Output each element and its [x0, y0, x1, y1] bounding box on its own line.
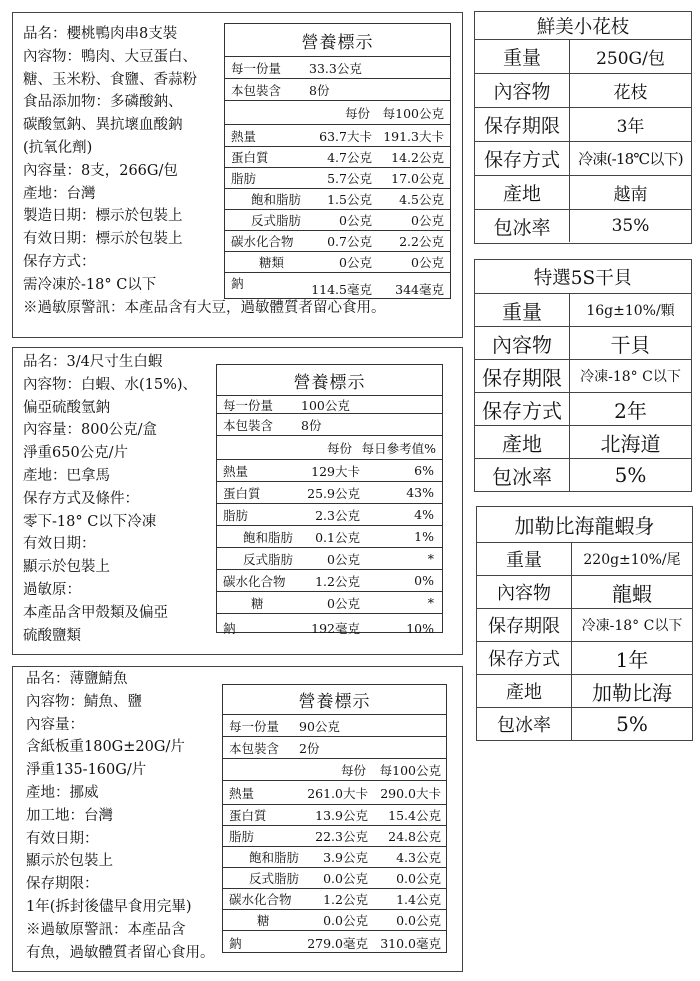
info-key: 包冰率	[475, 210, 570, 242]
servings-per-pack-row	[223, 736, 446, 758]
nutrition-table	[216, 364, 443, 636]
info-value: 1年	[615, 647, 649, 672]
nutrient-value-per-100g: 191.3大卡	[383, 128, 444, 144]
nutrient-daily-value: 6%	[414, 463, 434, 478]
nutrition-title: 營養標示	[293, 372, 366, 393]
info-table-title: 特選5S干貝	[533, 267, 633, 289]
servings-per-pack-label: 本包裝含	[231, 82, 282, 98]
info-table-title: 鮮美小花枝	[536, 16, 630, 38]
info-row-weight	[475, 39, 691, 73]
nutrient-value-per-100g: 0公克	[411, 213, 444, 228]
ingredients-line: 偏亞硫酸氫鈉	[23, 399, 110, 416]
nutrient-value-per-100g: 344毫克	[395, 282, 444, 297]
net-weight: 淨重650公克/片	[23, 445, 129, 462]
info-value: 北海道	[600, 431, 661, 456]
column-header-row	[217, 435, 442, 459]
serving-size-value: 100公克	[301, 397, 350, 413]
allergen-value: 硫酸鹽類	[23, 627, 81, 644]
nutrition-table	[222, 684, 447, 953]
serving-size-label: 每一份量	[223, 397, 274, 413]
nutrient-row-sodium	[223, 930, 446, 954]
servings-per-pack-value: 2份	[299, 740, 320, 756]
ingredients-line: 內容物：白蝦、水(15%)、	[23, 376, 198, 393]
shelf-life-value: 1年(拆封後儘早食用完畢)	[26, 898, 192, 915]
net-content: 內容量：800公克/盒	[23, 422, 158, 439]
info-value: 加勒比海	[592, 680, 672, 705]
ingredients-line: 糖、玉米粉、食鹽、香蒜粉	[23, 71, 197, 88]
nutrient-daily-value: *	[427, 551, 434, 566]
shelf-life-label: 保存期限：	[26, 876, 99, 893]
nutrient-value-per-serving: 13.9公克	[315, 808, 368, 823]
info-row-glaze-rate	[475, 209, 691, 242]
servings-per-pack-value: 8份	[301, 417, 322, 433]
nutrient-value-per-100g: 17.0公克	[391, 171, 444, 186]
nutrient-row-protein	[217, 481, 442, 503]
expiry-label: 有效日期：	[26, 830, 99, 847]
nutrient-label: 碳水化合物	[229, 892, 292, 907]
nutrient-value-per-100g: 1.4公克	[396, 892, 441, 907]
servings-per-pack-row	[225, 78, 450, 100]
nutrient-row-sugar	[223, 909, 446, 930]
info-key: 產地	[477, 675, 572, 707]
info-row-shelf-life	[475, 359, 691, 392]
storage-value: 零下-18° C以下冷凍	[23, 513, 157, 530]
nutrient-value-per-serving: 4.7公克	[327, 150, 372, 165]
info-row-shelf-life	[477, 608, 692, 641]
net-weight: 淨重135-160G/片	[26, 762, 147, 779]
nutrient-label: 碳水化合物	[223, 573, 286, 589]
per-serving-header: 每份	[340, 762, 366, 778]
additives-line: 碳酸氫鈉、異抗壞血酸鈉	[23, 117, 183, 134]
nutrient-value-per-serving: 0.0公克	[323, 871, 368, 886]
nutrient-value-per-serving: 3.9公克	[323, 850, 368, 865]
info-row-contents	[475, 73, 691, 107]
info-value: 220g±10%/尾	[583, 552, 681, 568]
nutrient-value-per-serving: 0公克	[339, 255, 372, 270]
nutrient-value-per-serving: 0公克	[327, 595, 360, 611]
info-row-storage	[475, 141, 691, 175]
nutrient-daily-value: 43%	[406, 485, 434, 500]
info-table-scallop	[474, 259, 692, 492]
serving-size-value: 90公克	[299, 718, 340, 734]
serving-size-label: 每一份量	[231, 60, 282, 76]
product-details	[23, 351, 197, 647]
info-row-storage	[475, 392, 691, 425]
nutrient-value-per-serving: 0公克	[339, 213, 372, 228]
nutrient-label: 碳水化合物	[231, 234, 294, 249]
nutrient-label: 脂肪	[231, 171, 257, 186]
serving-size-value: 33.3公克	[309, 60, 362, 76]
column-header-row	[225, 100, 450, 124]
additives-line: 食品添加物：多磷酸鈉、	[23, 94, 183, 111]
net-content-label: 內容量：	[26, 716, 84, 733]
info-key: 內容物	[477, 576, 572, 608]
nutrient-row-saturated-fat	[225, 188, 450, 209]
serving-size-row	[225, 56, 450, 78]
nutrient-value-per-serving: 129大卡	[311, 463, 360, 479]
nutrient-row-sugar	[225, 251, 450, 272]
nutrient-label: 脂肪	[229, 829, 255, 844]
info-row-contents	[477, 575, 692, 608]
product-name: 品名：薄鹽鯖魚	[26, 671, 128, 687]
net-content: 內容量：8支，266G/包	[23, 162, 178, 179]
nutrient-value-per-serving: 1.5公克	[327, 192, 372, 207]
processing-location: 加工地：台灣	[26, 807, 113, 824]
nutrient-label: 熱量	[223, 463, 249, 479]
info-value: 龍蝦	[612, 581, 652, 606]
info-row-origin	[475, 175, 691, 209]
nutrient-row-saturated-fat	[217, 525, 442, 547]
nutrient-value-per-100g: 290.0大卡	[380, 785, 441, 801]
nutrient-row-protein	[225, 146, 450, 167]
info-row-origin	[475, 425, 691, 458]
info-key: 保存期限	[477, 609, 572, 641]
info-key: 保存方式	[477, 642, 572, 674]
info-row-storage	[477, 641, 692, 674]
info-row-contents	[475, 326, 691, 359]
info-row-glaze-rate	[477, 707, 692, 740]
nutrient-value-per-100g: 0.0公克	[396, 913, 441, 928]
nutrient-row-calories	[225, 124, 450, 146]
nutrient-value-per-serving: 192毫克	[311, 621, 360, 636]
servings-per-pack-value: 8份	[309, 82, 330, 98]
nutrient-value-per-serving: 1.2公克	[315, 573, 360, 589]
nutrient-value-per-serving: 0.7公克	[327, 234, 372, 249]
info-row-weight	[475, 293, 691, 326]
nutrient-row-sodium	[217, 613, 442, 642]
nutrition-title: 營養標示	[301, 32, 374, 53]
allergen-warning: ※過敏原警訊：本產品含有大豆，過敏體質者留心食用。	[23, 299, 386, 316]
info-value: 冷凍-18° C以下	[581, 618, 683, 634]
allergen-warning: 有魚，過敏體質者留心食用。	[26, 944, 215, 961]
nutrient-label: 反式脂肪	[249, 871, 300, 886]
per-100g-header: 每100公克	[382, 105, 444, 121]
nutrient-row-carbohydrate	[217, 569, 442, 591]
nutrient-row-trans-fat	[217, 547, 442, 569]
info-row-shelf-life	[475, 107, 691, 141]
nutrient-label: 飽和脂肪	[251, 192, 302, 207]
info-table-title: 加勒比海龍蝦身	[514, 514, 655, 538]
nutrient-value-per-100g: 2.2公克	[399, 234, 444, 249]
servings-per-pack-label: 本包裝含	[229, 740, 280, 756]
info-key: 重量	[475, 294, 570, 326]
info-value: 冷凍(-18℃以下)	[578, 150, 683, 168]
storage-value: 需冷凍於-18° C以下	[23, 276, 157, 293]
nutrient-label: 蛋白質	[229, 808, 267, 823]
nutrient-row-trans-fat	[223, 867, 446, 888]
nutrient-daily-value: 0%	[414, 573, 434, 588]
nutrient-value-per-serving: 63.7大卡	[319, 128, 372, 144]
nutrient-daily-value: *	[427, 595, 434, 610]
allergen-label: 過敏原：	[23, 581, 81, 598]
info-value: 5%	[614, 463, 647, 487]
nutrient-daily-value: 4%	[414, 507, 434, 522]
nutrient-value-per-100g: 4.5公克	[399, 192, 444, 207]
storage-label: 保存方式及條件：	[23, 490, 139, 507]
product-name: 品名：3/4尺寸生白蝦	[23, 354, 163, 370]
product-name: 品名：櫻桃鴨肉串8支裝	[23, 26, 178, 42]
nutrient-row-sugar	[217, 591, 442, 613]
info-key: 包冰率	[477, 708, 572, 740]
servings-per-pack-label: 本包裝含	[223, 417, 274, 433]
info-key: 內容物	[475, 74, 570, 107]
info-value: 3年	[616, 117, 645, 137]
nutrient-row-fat	[217, 503, 442, 525]
info-key: 重量	[477, 543, 572, 575]
nutrient-label: 蛋白質	[231, 150, 269, 165]
nutrient-label: 蛋白質	[223, 485, 261, 501]
product-details	[26, 668, 215, 964]
nutrient-label: 鈉	[223, 621, 236, 636]
info-value: 越南	[613, 185, 648, 205]
info-key: 產地	[475, 176, 570, 209]
nutrient-value-per-100g: 310.0毫克	[380, 935, 441, 951]
nutrient-row-fat	[223, 825, 446, 846]
nutrient-row-protein	[223, 804, 446, 825]
nutrient-row-calories	[217, 459, 442, 481]
nutrient-row-carbohydrate	[223, 888, 446, 909]
per-serving-header: 每份	[344, 105, 370, 121]
manufacture-date: 製造日期：標示於包裝上	[23, 208, 183, 225]
info-value: 2年	[614, 398, 647, 423]
info-value: 250G/包	[596, 49, 665, 69]
nutrition-title: 營養標示	[298, 692, 371, 712]
info-value: 35%	[611, 216, 650, 236]
expiry-label: 有效日期：	[23, 536, 96, 553]
per-serving-header: 每份	[326, 440, 352, 456]
info-table-lobster	[476, 506, 693, 741]
origin: 產地：挪威	[26, 784, 99, 801]
info-key: 重量	[475, 40, 570, 73]
nutrient-value-per-serving: 25.9公克	[307, 485, 360, 501]
nutrient-value-per-serving: 22.3公克	[315, 829, 368, 844]
info-value: 冷凍-18° C以下	[580, 369, 681, 385]
allergen-value: 本產品含甲殼類及偏亞	[23, 604, 168, 621]
additives-line: (抗氧化劑)	[23, 139, 93, 156]
nutrient-row-carbohydrate	[225, 230, 450, 251]
serving-size-row	[223, 714, 446, 736]
nutrient-value-per-100g: 24.8公克	[388, 829, 441, 844]
serving-size-row	[217, 395, 442, 413]
nutrient-label: 熱量	[231, 128, 257, 144]
info-value: 花枝	[613, 83, 648, 103]
servings-per-pack-row	[217, 413, 442, 435]
daily-value-header: 每日參考值%	[361, 440, 436, 456]
nutrient-row-trans-fat	[225, 209, 450, 230]
product-card-white-shrimp	[12, 347, 463, 655]
nutrient-label: 反式脂肪	[243, 551, 294, 567]
nutrient-daily-value: 1%	[414, 529, 434, 544]
nutrient-value-per-100g: 0公克	[411, 255, 444, 270]
expiry-value: 顯示於包裝上	[26, 853, 113, 870]
nutrient-label: 鈉	[231, 276, 244, 291]
nutrient-value-per-serving: 0.1公克	[315, 529, 360, 545]
info-value: 16g±10%/顆	[586, 303, 675, 319]
nutrient-value-per-serving: 279.0毫克	[307, 935, 368, 951]
info-key: 產地	[475, 426, 570, 458]
info-key: 保存期限	[475, 360, 570, 392]
nutrient-label: 熱量	[229, 785, 255, 801]
nutrient-row-fat	[225, 167, 450, 188]
info-key: 保存期限	[475, 108, 570, 141]
nutrient-value-per-serving: 5.7公克	[327, 171, 372, 186]
nutrient-label: 糖	[257, 913, 270, 928]
info-key: 包冰率	[475, 459, 570, 491]
info-value: 5%	[616, 712, 648, 736]
nutrient-row-sodium	[225, 272, 450, 297]
nutrient-value-per-serving: 0公克	[327, 551, 360, 567]
ingredients-line: 內容物：鴨肉、大豆蛋白、	[23, 48, 197, 65]
origin: 產地：台灣	[23, 185, 96, 202]
origin: 產地：巴拿馬	[23, 467, 110, 484]
product-card-duck-skewer	[12, 12, 463, 338]
expiry-value: 顯示於包裝上	[23, 559, 110, 576]
info-row-glaze-rate	[475, 458, 691, 491]
info-value: 干貝	[610, 332, 651, 357]
nutrient-daily-value: 10%	[406, 620, 434, 636]
nutrient-value-per-100g: 15.4公克	[388, 808, 441, 823]
nutrient-row-calories	[223, 780, 446, 804]
nutrient-label: 反式脂肪	[251, 213, 302, 228]
info-key: 保存方式	[475, 142, 570, 175]
per-100g-header: 每100公克	[379, 762, 441, 778]
nutrient-value-per-100g: 14.2公克	[391, 150, 444, 165]
nutrient-label: 飽和脂肪	[243, 529, 294, 545]
nutrient-row-saturated-fat	[223, 846, 446, 867]
nutrient-label: 脂肪	[223, 507, 249, 523]
nutrient-label: 糖類	[259, 255, 285, 270]
nutrient-value-per-100g: 4.3公克	[396, 850, 441, 865]
info-key: 保存方式	[475, 393, 570, 425]
info-key: 內容物	[475, 327, 570, 359]
ingredients-line: 內容物：鯖魚、鹽	[26, 693, 142, 710]
info-row-origin	[477, 674, 692, 707]
nutrient-label: 糖	[251, 595, 264, 611]
storage-label: 保存方式：	[23, 253, 96, 270]
info-row-weight	[477, 542, 692, 575]
nutrient-label: 飽和脂肪	[249, 850, 300, 865]
allergen-warning: ※過敏原警訊：本產品含	[26, 921, 186, 938]
info-table-squid	[474, 11, 692, 244]
nutrient-value-per-serving: 0.0公克	[323, 913, 368, 928]
gross-weight: 含紙板重180G±20G/片	[26, 739, 185, 756]
column-header-row	[223, 758, 446, 780]
nutrition-table	[224, 23, 451, 299]
product-card-salted-mackerel	[12, 666, 463, 972]
nutrient-value-per-serving: 261.0大卡	[307, 785, 368, 801]
nutrient-value-per-serving: 2.3公克	[315, 507, 360, 523]
nutrient-value-per-100g: 0.0公克	[396, 871, 441, 886]
nutrient-label: 鈉	[229, 935, 242, 951]
serving-size-label: 每一份量	[229, 718, 280, 734]
nutrient-value-per-serving: 1.2公克	[323, 892, 368, 907]
nutrient-value-per-serving: 114.5毫克	[311, 282, 372, 297]
expiry-date: 有效日期：標示於包裝上	[23, 231, 183, 248]
